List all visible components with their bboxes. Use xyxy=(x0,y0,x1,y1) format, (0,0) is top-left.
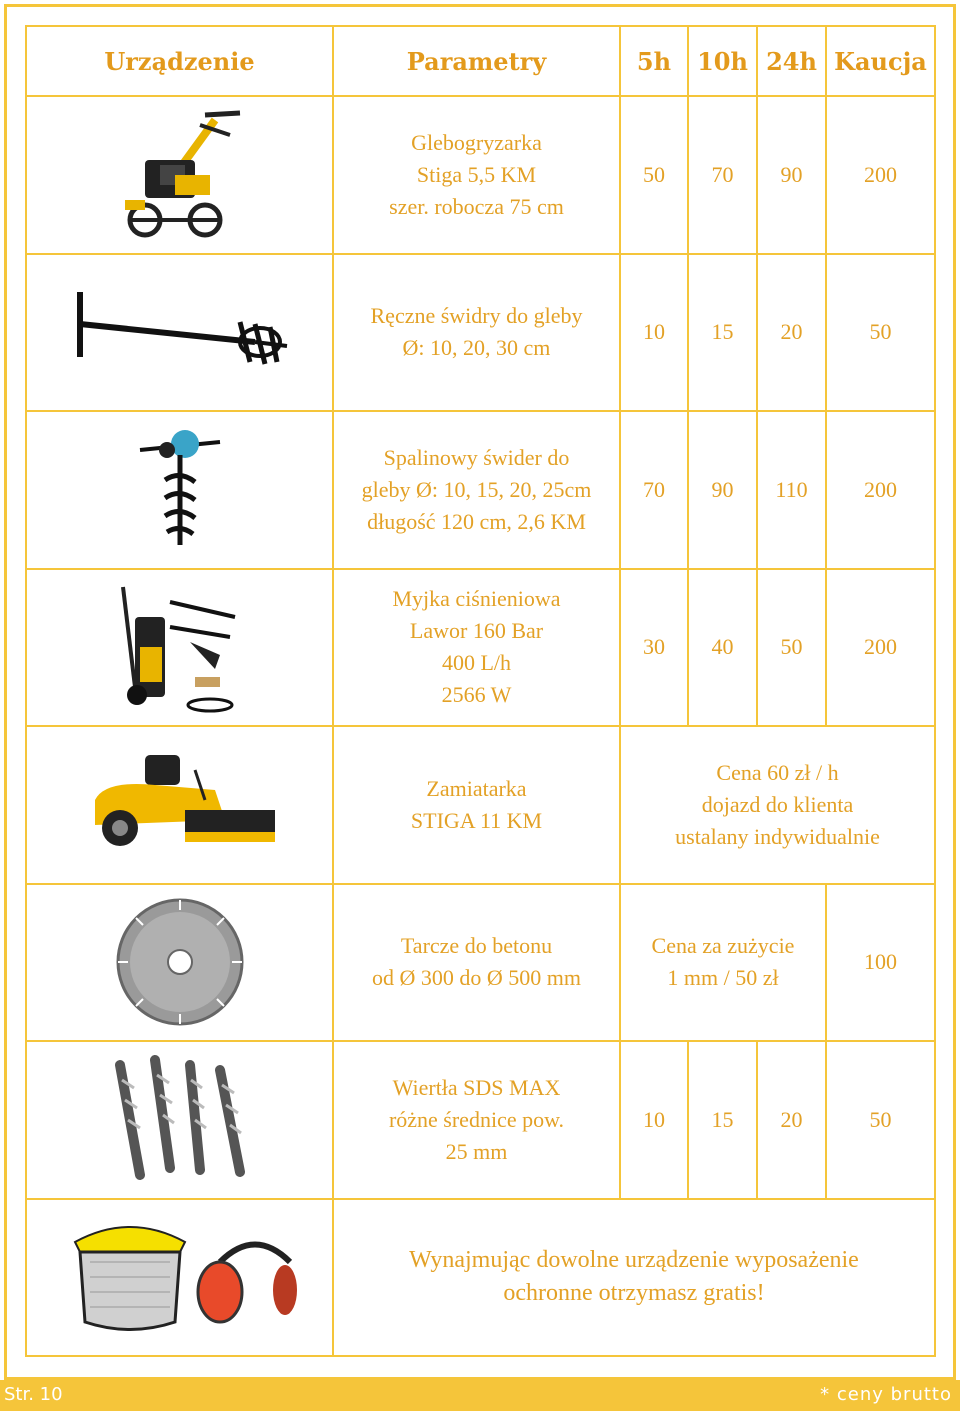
header-24h: 24h xyxy=(757,26,826,96)
diamond-blade-icon xyxy=(110,892,250,1032)
device-image-cell xyxy=(26,411,333,569)
header-10h: 10h xyxy=(688,26,757,96)
device-params: Glebogryzarka Stiga 5,5 KM szer. robocza 75 cm xyxy=(333,96,620,254)
page-footer xyxy=(0,1380,960,1411)
device-image-cell xyxy=(26,726,333,884)
price-5h: 30 xyxy=(620,569,688,727)
price-24h: 110 xyxy=(757,411,826,569)
price-10h: 90 xyxy=(688,411,757,569)
table-row xyxy=(26,96,935,254)
price-10h: 15 xyxy=(688,254,757,412)
device-params: Zamiatarka STIGA 11 KM xyxy=(333,726,620,884)
device-image-cell xyxy=(26,254,333,412)
tiller-icon xyxy=(105,105,255,245)
price-note: Cena 60 zł / h dojazd do klienta ustalany indywidualnie xyxy=(620,726,935,884)
deposit: 100 xyxy=(826,884,935,1042)
pressure-washer-icon xyxy=(115,577,245,717)
petrol-auger-icon xyxy=(125,420,235,560)
header-params: Parametry xyxy=(333,26,620,96)
device-params: Tarcze do betonu od Ø 300 do Ø 500 mm xyxy=(333,884,620,1042)
protective-gear-notice: Wynajmując dowolne urządzenie wyposażenie ochronne otrzymasz gratis! xyxy=(333,1199,935,1357)
page-number: Str. 10 xyxy=(4,1384,63,1405)
deposit: 200 xyxy=(826,411,935,569)
device-image-cell xyxy=(26,1041,333,1199)
price-5h: 10 xyxy=(620,254,688,412)
table-header-row xyxy=(26,26,935,96)
rental-price-table xyxy=(25,25,936,1357)
table-row xyxy=(26,1041,935,1199)
sds-drill-bits-icon xyxy=(100,1050,260,1190)
price-24h: 20 xyxy=(757,254,826,412)
device-params: Wiertła SDS MAX różne średnice pow. 25 mm xyxy=(333,1041,620,1199)
device-params: Myjka ciśnieniowa Lawor 160 Bar 400 L/h 2566 W xyxy=(333,569,620,727)
table-row xyxy=(26,1199,935,1357)
table-row xyxy=(26,254,935,412)
price-5h: 10 xyxy=(620,1041,688,1199)
table-row xyxy=(26,884,935,1042)
device-params: Spalinowy świder do gleby Ø: 10, 15, 20, 25cm długość 120 cm, 2,6 KM xyxy=(333,411,620,569)
device-params: Ręczne świdry do gleby Ø: 10, 20, 30 cm xyxy=(333,254,620,412)
price-10h: 15 xyxy=(688,1041,757,1199)
device-image-cell xyxy=(26,1199,333,1357)
protective-gear-icon xyxy=(60,1212,300,1342)
device-image-cell xyxy=(26,96,333,254)
table-row xyxy=(26,726,935,884)
device-image-cell xyxy=(26,884,333,1042)
sweeper-icon xyxy=(75,740,285,870)
price-5h: 50 xyxy=(620,96,688,254)
table-row xyxy=(26,411,935,569)
hand-auger-icon xyxy=(65,282,295,382)
deposit: 200 xyxy=(826,96,935,254)
header-5h: 5h xyxy=(620,26,688,96)
price-10h: 70 xyxy=(688,96,757,254)
price-5h: 70 xyxy=(620,411,688,569)
deposit: 200 xyxy=(826,569,935,727)
price-note: Cena za zużycie 1 mm / 50 zł xyxy=(620,884,826,1042)
header-deposit: Kaucja xyxy=(826,26,935,96)
device-image-cell xyxy=(26,569,333,727)
price-10h: 40 xyxy=(688,569,757,727)
price-24h: 90 xyxy=(757,96,826,254)
price-24h: 50 xyxy=(757,569,826,727)
price-24h: 20 xyxy=(757,1041,826,1199)
table-row xyxy=(26,569,935,727)
price-note-footer: * ceny brutto xyxy=(820,1384,952,1405)
deposit: 50 xyxy=(826,1041,935,1199)
deposit: 50 xyxy=(826,254,935,412)
header-device: Urządzenie xyxy=(26,26,333,96)
